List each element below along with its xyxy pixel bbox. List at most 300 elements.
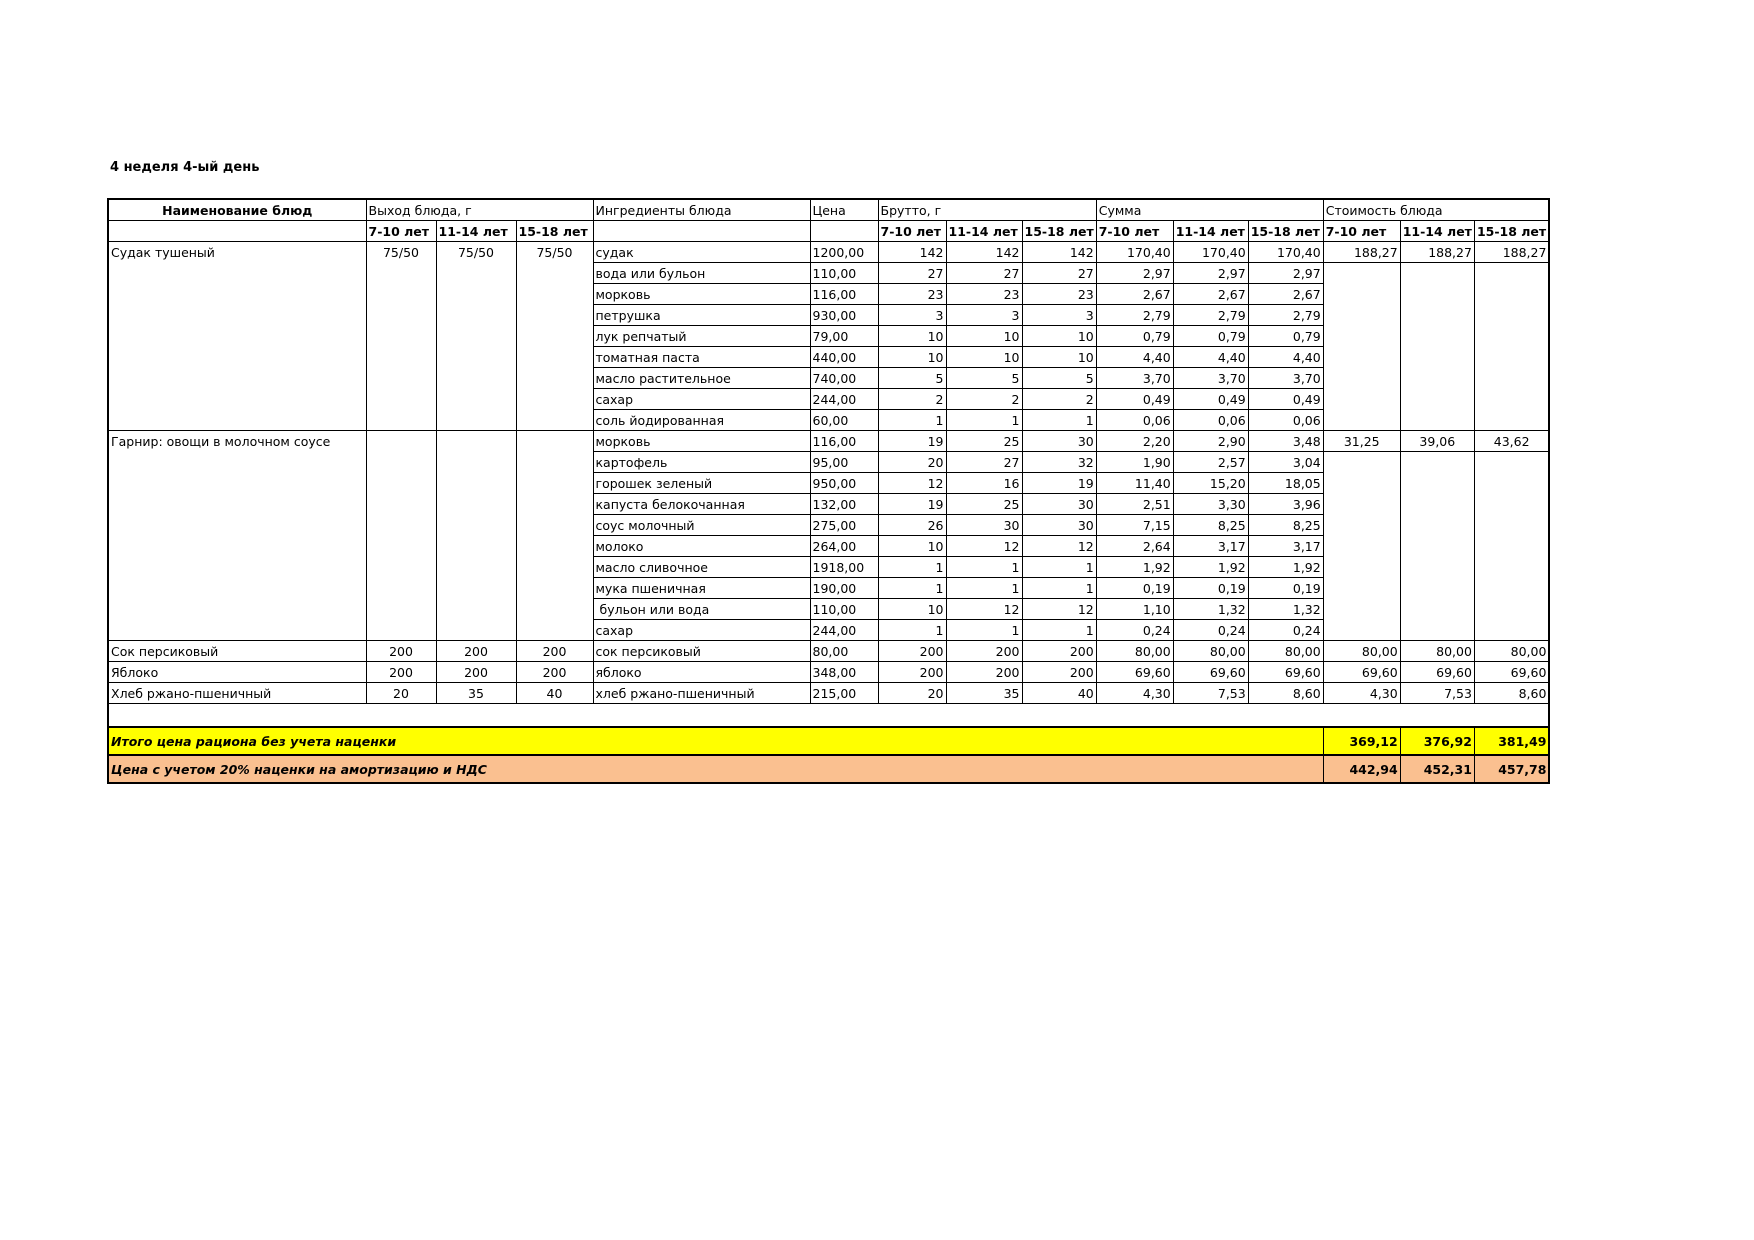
ingredient-gross: 30: [1022, 515, 1096, 536]
header-dish-cost: Стоимость блюда: [1323, 199, 1549, 221]
separator-row: [108, 704, 1549, 728]
dish-cost: [1323, 389, 1400, 410]
total-row: [108, 727, 1549, 755]
ingredient-row: [108, 368, 1549, 389]
ingredient-row: [108, 305, 1549, 326]
dish-yield: [516, 515, 593, 536]
ingredient-price: 116,00: [810, 284, 878, 305]
ingredient-sum: 1,10: [1096, 599, 1173, 620]
ingredient-sum: 1,32: [1248, 599, 1323, 620]
ingredient-gross: 23: [946, 284, 1022, 305]
dish-name: [108, 452, 366, 473]
dish-name: [108, 515, 366, 536]
ingredient-gross: 200: [946, 662, 1022, 683]
ingredient-name: капуста белокочанная: [593, 494, 810, 515]
ingredient-sum: 1,32: [1173, 599, 1248, 620]
ingredient-gross: 10: [878, 599, 946, 620]
total-label: Цена с учетом 20% наценки на амортизацию и НДС: [108, 755, 1323, 783]
ingredient-gross: 27: [946, 452, 1022, 473]
dish-name: [108, 494, 366, 515]
ingredient-gross: 10: [946, 326, 1022, 347]
dish-cost: [1474, 389, 1549, 410]
ingredient-price: 215,00: [810, 683, 878, 704]
ingredient-sum: 1,90: [1096, 452, 1173, 473]
dish-yield: [366, 410, 436, 431]
ingredient-gross: 16: [946, 473, 1022, 494]
ingredient-sum: 3,70: [1096, 368, 1173, 389]
ingredient-name: петрушка: [593, 305, 810, 326]
ingredient-price: 60,00: [810, 410, 878, 431]
ingredient-sum: 18,05: [1248, 473, 1323, 494]
dish-yield: [516, 326, 593, 347]
dish-cost: [1323, 263, 1400, 284]
ingredient-name: вода или бульон: [593, 263, 810, 284]
sum-age-2: 11-14 лет: [1173, 221, 1248, 242]
ingredient-sum: 7,53: [1173, 683, 1248, 704]
dish-cost: [1474, 536, 1549, 557]
separator-cell: [108, 704, 1549, 728]
dish-cost: [1400, 368, 1474, 389]
sum-age-3: 15-18 лет: [1248, 221, 1323, 242]
dish-yield: [366, 347, 436, 368]
ingredient-row: [108, 431, 1549, 452]
dish-yield: [436, 389, 516, 410]
ingredient-name: морковь: [593, 284, 810, 305]
header-sum: Сумма: [1096, 199, 1323, 221]
dish-yield: [366, 284, 436, 305]
ingredient-gross: 12: [1022, 599, 1096, 620]
dish-name: [108, 578, 366, 599]
ingredient-gross: 23: [878, 284, 946, 305]
ingredient-sum: 0,24: [1173, 620, 1248, 641]
total-value: 376,92: [1400, 727, 1474, 755]
menu-table: [107, 198, 1550, 784]
ingredient-name: мука пшеничная: [593, 578, 810, 599]
ingredient-row: [108, 662, 1549, 683]
dish-yield: [366, 452, 436, 473]
dish-cost: 69,60: [1400, 662, 1474, 683]
dish-cost: [1400, 578, 1474, 599]
ingredient-gross: 10: [1022, 347, 1096, 368]
ingredient-gross: 35: [946, 683, 1022, 704]
ingredient-gross: 142: [878, 242, 946, 263]
ingredient-sum: 0,06: [1173, 410, 1248, 431]
total-row: [108, 755, 1549, 783]
dish-yield: [516, 452, 593, 473]
ingredient-name: яблоко: [593, 662, 810, 683]
dish-cost: [1400, 284, 1474, 305]
ingredient-sum: 0,79: [1096, 326, 1173, 347]
ingredient-sum: 8,25: [1173, 515, 1248, 536]
dish-cost: 80,00: [1323, 641, 1400, 662]
ingredient-gross: 25: [946, 494, 1022, 515]
dish-yield: [516, 389, 593, 410]
dish-name: Судак тушеный: [108, 242, 366, 263]
dish-yield: [436, 263, 516, 284]
dish-yield: [366, 578, 436, 599]
ingredient-row: [108, 599, 1549, 620]
dish-cost: [1400, 557, 1474, 578]
dish-cost: [1474, 494, 1549, 515]
dish-cost: [1323, 557, 1400, 578]
dish-name: [108, 326, 366, 347]
ingredient-gross: 12: [1022, 536, 1096, 557]
ingredient-price: 190,00: [810, 578, 878, 599]
ingredient-gross: 1: [878, 557, 946, 578]
dish-cost: [1474, 284, 1549, 305]
dish-yield: [366, 305, 436, 326]
ingredient-gross: 19: [1022, 473, 1096, 494]
ingredient-gross: 27: [1022, 263, 1096, 284]
ingredient-gross: 1: [946, 557, 1022, 578]
dish-cost: [1400, 410, 1474, 431]
ingredient-sum: 0,49: [1173, 389, 1248, 410]
dish-yield: [436, 515, 516, 536]
ingredient-name: морковь: [593, 431, 810, 452]
dish-cost: [1323, 494, 1400, 515]
ingredient-sum: 0,19: [1248, 578, 1323, 599]
ingredient-sum: 0,19: [1173, 578, 1248, 599]
dish-yield: 200: [366, 662, 436, 683]
header-price: Цена: [810, 199, 878, 221]
ingredient-gross: 1: [878, 578, 946, 599]
ingredient-price: 1200,00: [810, 242, 878, 263]
ingredient-sum: 2,90: [1173, 431, 1248, 452]
ingredient-price: 244,00: [810, 389, 878, 410]
dish-cost: [1474, 599, 1549, 620]
dish-yield: [516, 620, 593, 641]
ingredient-sum: 1,92: [1248, 557, 1323, 578]
dish-cost: [1323, 452, 1400, 473]
ingredient-name: картофель: [593, 452, 810, 473]
ingredient-sum: 2,51: [1096, 494, 1173, 515]
ingredient-price: 95,00: [810, 452, 878, 473]
dish-yield: [436, 347, 516, 368]
dish-name: [108, 557, 366, 578]
dish-cost: [1400, 515, 1474, 536]
ingredient-sum: 4,30: [1096, 683, 1173, 704]
ingredient-row: [108, 284, 1549, 305]
dish-yield: [366, 389, 436, 410]
gross-age-3: 15-18 лет: [1022, 221, 1096, 242]
dish-name: Гарнир: овощи в молочном соусе: [108, 431, 366, 452]
dish-cost: 39,06: [1400, 431, 1474, 452]
ingredient-gross: 19: [878, 494, 946, 515]
dish-yield: [436, 326, 516, 347]
sum-age-1: 7-10 лет: [1096, 221, 1173, 242]
dish-yield: [366, 515, 436, 536]
dish-name: [108, 599, 366, 620]
dish-yield: [436, 410, 516, 431]
dish-cost: [1474, 452, 1549, 473]
ingredient-name: судак: [593, 242, 810, 263]
ingredient-sum: 0,06: [1096, 410, 1173, 431]
dish-yield: [436, 494, 516, 515]
ingredient-gross: 30: [1022, 431, 1096, 452]
dish-cost: [1474, 410, 1549, 431]
dish-cost: [1323, 473, 1400, 494]
dish-yield: [516, 536, 593, 557]
dish-cost: [1400, 494, 1474, 515]
dish-yield: [436, 557, 516, 578]
dish-yield: [436, 305, 516, 326]
ingredient-row: [108, 578, 1549, 599]
dish-name: [108, 473, 366, 494]
ingredient-price: 110,00: [810, 263, 878, 284]
dish-cost: [1474, 578, 1549, 599]
ingredient-row: [108, 242, 1549, 263]
ingredient-sum: 2,57: [1173, 452, 1248, 473]
total-value: 452,31: [1400, 755, 1474, 783]
ingredient-gross: 10: [878, 347, 946, 368]
dish-cost: [1400, 263, 1474, 284]
ingredient-gross: 5: [878, 368, 946, 389]
dish-name: [108, 263, 366, 284]
ingredient-row: [108, 326, 1549, 347]
ingredient-sum: 0,24: [1096, 620, 1173, 641]
cost-age-3: 15-18 лет: [1474, 221, 1549, 242]
ingredient-gross: 200: [946, 641, 1022, 662]
ingredient-sum: 0,49: [1096, 389, 1173, 410]
dish-yield: [436, 536, 516, 557]
ingredient-sum: 3,70: [1248, 368, 1323, 389]
ingredient-sum: 0,06: [1248, 410, 1323, 431]
ingredient-sum: 4,40: [1096, 347, 1173, 368]
ingredient-row: [108, 515, 1549, 536]
dish-cost: [1323, 620, 1400, 641]
ingredient-gross: 200: [1022, 662, 1096, 683]
dish-cost: [1323, 599, 1400, 620]
dish-cost: [1323, 578, 1400, 599]
ingredient-row: [108, 620, 1549, 641]
dish-cost: [1400, 536, 1474, 557]
ingredient-gross: 1: [1022, 557, 1096, 578]
dish-yield: [366, 431, 436, 452]
dish-yield: [516, 305, 593, 326]
ingredient-name: молоко: [593, 536, 810, 557]
yield-age-1: 7-10 лет: [366, 221, 436, 242]
ingredient-name: сахар: [593, 389, 810, 410]
ingredient-gross: 3: [878, 305, 946, 326]
dish-cost: 80,00: [1400, 641, 1474, 662]
ingredient-sum: 4,40: [1173, 347, 1248, 368]
dish-yield: [436, 368, 516, 389]
ingredient-gross: 142: [1022, 242, 1096, 263]
ingredient-gross: 10: [1022, 326, 1096, 347]
ingredient-sum: 170,40: [1173, 242, 1248, 263]
ingredient-gross: 10: [878, 326, 946, 347]
ingredient-sum: 0,79: [1173, 326, 1248, 347]
ingredient-sum: 1,92: [1173, 557, 1248, 578]
ingredient-gross: 30: [1022, 494, 1096, 515]
dish-yield: [436, 284, 516, 305]
dish-yield: [366, 473, 436, 494]
ingredient-sum: 80,00: [1096, 641, 1173, 662]
ingredient-row: [108, 494, 1549, 515]
dish-name: [108, 536, 366, 557]
total-value: 442,94: [1323, 755, 1400, 783]
dish-yield: [516, 368, 593, 389]
ingredient-row: [108, 389, 1549, 410]
ingredient-sum: 3,96: [1248, 494, 1323, 515]
ingredient-sum: 2,67: [1248, 284, 1323, 305]
ingredient-gross: 19: [878, 431, 946, 452]
dish-yield: 75/50: [366, 242, 436, 263]
ingredient-gross: 25: [946, 431, 1022, 452]
dish-cost: [1400, 452, 1474, 473]
ingredient-sum: 2,79: [1096, 305, 1173, 326]
ingredient-name: хлеб ржано-пшеничный: [593, 683, 810, 704]
dish-yield: [436, 431, 516, 452]
dish-cost: [1400, 473, 1474, 494]
ingredient-gross: 12: [946, 536, 1022, 557]
dish-cost: [1474, 515, 1549, 536]
ingredient-gross: 5: [1022, 368, 1096, 389]
ingredient-name: масло растительное: [593, 368, 810, 389]
dish-cost: [1474, 347, 1549, 368]
ingredient-sum: 3,17: [1248, 536, 1323, 557]
dish-yield: 200: [366, 641, 436, 662]
ingredient-sum: 3,04: [1248, 452, 1323, 473]
dish-yield: 200: [516, 641, 593, 662]
dish-cost: [1400, 305, 1474, 326]
ingredient-sum: 0,19: [1096, 578, 1173, 599]
ingredient-price: 275,00: [810, 515, 878, 536]
dish-yield: [516, 578, 593, 599]
dish-cost: [1474, 263, 1549, 284]
ingredient-sum: 2,79: [1173, 305, 1248, 326]
ingredient-name: горошек зеленый: [593, 473, 810, 494]
dish-cost: [1474, 620, 1549, 641]
dish-cost: 80,00: [1474, 641, 1549, 662]
subheader-row: [108, 221, 1549, 242]
subheader-empty: [593, 221, 810, 242]
yield-age-3: 15-18 лет: [516, 221, 593, 242]
dish-yield: [516, 494, 593, 515]
page-title: 4 неделя 4-ый день: [110, 160, 260, 175]
ingredient-gross: 5: [946, 368, 1022, 389]
header-ingredients: Ингредиенты блюда: [593, 199, 810, 221]
yield-age-2: 11-14 лет: [436, 221, 516, 242]
ingredient-name: соус молочный: [593, 515, 810, 536]
dish-yield: 20: [366, 683, 436, 704]
dish-yield: 200: [436, 641, 516, 662]
ingredient-name: лук репчатый: [593, 326, 810, 347]
ingredient-name: томатная паста: [593, 347, 810, 368]
ingredient-sum: 11,40: [1096, 473, 1173, 494]
total-label: Итого цена рациона без учета наценки: [108, 727, 1323, 755]
ingredient-gross: 1: [946, 578, 1022, 599]
ingredient-sum: 0,49: [1248, 389, 1323, 410]
ingredient-gross: 27: [878, 263, 946, 284]
ingredient-gross: 1: [1022, 620, 1096, 641]
ingredient-row: [108, 452, 1549, 473]
dish-cost: [1474, 326, 1549, 347]
ingredient-sum: 2,20: [1096, 431, 1173, 452]
ingredient-sum: 2,67: [1173, 284, 1248, 305]
subheader-empty: [810, 221, 878, 242]
ingredient-sum: 8,60: [1248, 683, 1323, 704]
ingredient-gross: 3: [1022, 305, 1096, 326]
cost-age-1: 7-10 лет: [1323, 221, 1400, 242]
dish-yield: [366, 599, 436, 620]
ingredient-sum: 69,60: [1096, 662, 1173, 683]
header-row: [108, 199, 1549, 221]
ingredient-sum: 2,67: [1096, 284, 1173, 305]
ingredient-gross: 1: [1022, 410, 1096, 431]
gross-age-2: 11-14 лет: [946, 221, 1022, 242]
dish-name: [108, 347, 366, 368]
ingredient-sum: 3,70: [1173, 368, 1248, 389]
dish-yield: [366, 368, 436, 389]
dish-cost: 31,25: [1323, 431, 1400, 452]
dish-yield: [366, 494, 436, 515]
dish-cost: [1400, 389, 1474, 410]
dish-yield: 200: [516, 662, 593, 683]
ingredient-name: сахар: [593, 620, 810, 641]
dish-name: [108, 620, 366, 641]
ingredient-row: [108, 683, 1549, 704]
total-value: 457,78: [1474, 755, 1549, 783]
ingredient-sum: 15,20: [1173, 473, 1248, 494]
ingredient-sum: 2,97: [1248, 263, 1323, 284]
ingredient-row: [108, 347, 1549, 368]
ingredient-name: бульон или вода: [593, 599, 810, 620]
dish-yield: [436, 620, 516, 641]
ingredient-price: 116,00: [810, 431, 878, 452]
ingredient-sum: 8,25: [1248, 515, 1323, 536]
ingredient-gross: 32: [1022, 452, 1096, 473]
dish-cost: 43,62: [1474, 431, 1549, 452]
ingredient-sum: 2,79: [1248, 305, 1323, 326]
cost-age-2: 11-14 лет: [1400, 221, 1474, 242]
dish-yield: [436, 452, 516, 473]
dish-yield: [366, 536, 436, 557]
dish-name: [108, 305, 366, 326]
dish-yield: [366, 263, 436, 284]
dish-cost: [1323, 410, 1400, 431]
ingredient-row: [108, 263, 1549, 284]
dish-cost: 69,60: [1474, 662, 1549, 683]
ingredient-gross: 10: [878, 536, 946, 557]
dish-yield: [516, 263, 593, 284]
ingredient-gross: 30: [946, 515, 1022, 536]
dish-yield: [516, 431, 593, 452]
dish-cost: [1323, 536, 1400, 557]
ingredient-gross: 27: [946, 263, 1022, 284]
dish-cost: [1400, 620, 1474, 641]
dish-name: [108, 284, 366, 305]
ingredient-sum: 7,15: [1096, 515, 1173, 536]
dish-cost: [1400, 599, 1474, 620]
header-yield: Выход блюда, г: [366, 199, 593, 221]
ingredient-gross: 3: [946, 305, 1022, 326]
ingredient-row: [108, 410, 1549, 431]
ingredient-sum: 170,40: [1096, 242, 1173, 263]
ingredient-row: [108, 473, 1549, 494]
ingredient-price: 264,00: [810, 536, 878, 557]
dish-yield: [366, 557, 436, 578]
ingredient-gross: 2: [878, 389, 946, 410]
ingredient-gross: 20: [878, 452, 946, 473]
ingredient-gross: 1: [946, 410, 1022, 431]
dish-yield: [436, 473, 516, 494]
dish-yield: [436, 578, 516, 599]
gross-age-1: 7-10 лет: [878, 221, 946, 242]
ingredient-price: 110,00: [810, 599, 878, 620]
dish-cost: [1323, 347, 1400, 368]
ingredient-gross: 2: [946, 389, 1022, 410]
